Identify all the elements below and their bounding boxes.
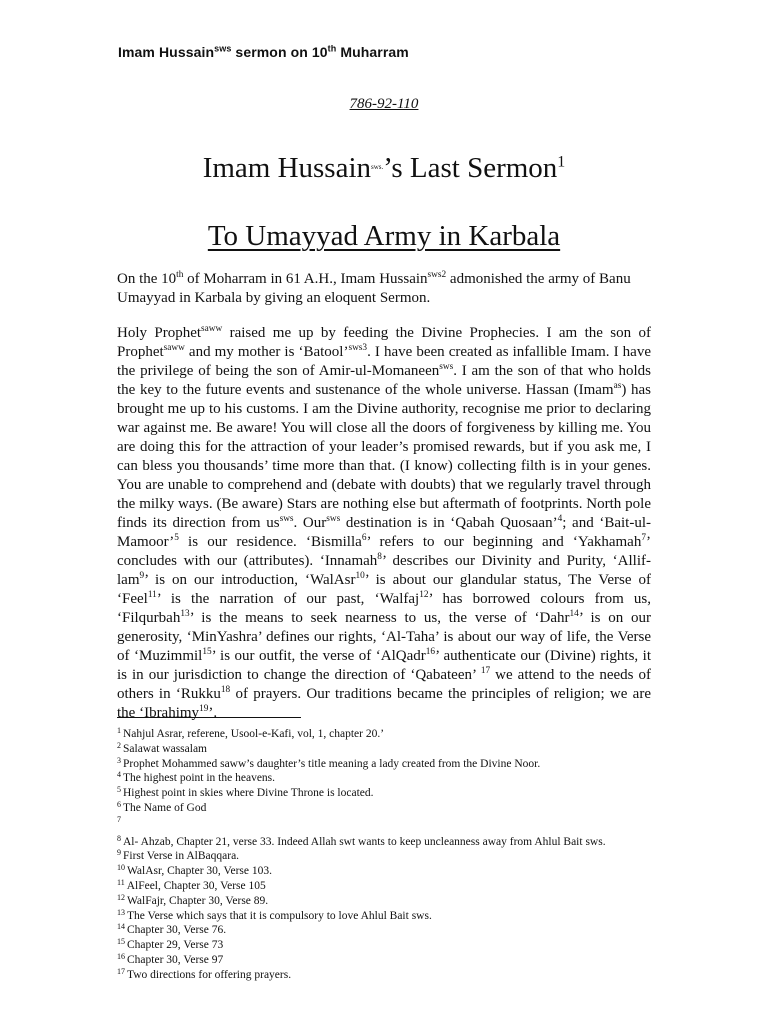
sermon-paragraph: Holy Prophet$^{saww}$ raised me up by feeding the Divine Prophecies. I am the son of Prophet$^{saww}$ and my mother is ‘Batool’$^{sws3}$. I have been created as infallible Imam. I have the privilege of being the son of Amir-ul-Momaneen$^{sws}$. I am the son of that who holds the key to the future events and sustenance of the whole universe. Hassan (Imam$^{as}$) has brought me up to his customs. I am the Divine authority, recognise me prior to declaring war against me. Be aware! You will close all the doors of forgiveness by killing me. You are doing this for the attraction of your leader’s promised rewards, but if you ask me, I can bless you thousands’ time more than that. (I know) collecting filth is in your genes. You are unable to comprehend and (debate with doubts) that we regularly travel through the milky ways. (Be aware) Stars are nothing else but aftermath of footprints. North pole finds its direction from $us^{sws}$. Our$^{sws}$ destination is in ‘Qabah Quosaan’$^4$; and ‘Bait-ul-Mamoor’$^5$ is our residence. ‘Bismilla$^6$’ refers to our beginning and ‘Yakhamah$^7$’ concludes with our (attributes). ‘Innamah$^8$’ describes our Divinity and Purity, ‘Allif-lam$^9$’ is on our introduction, ‘WalAsr$^{10}$’ is about our glandular status, The Verse of ‘Feel$^{11}$’ is the narration of our past, ‘Walfaj$^{12}$’ has borrowed colours from us, ‘Filqurbah$^{13}$’ is the means to seek nearness to us, the verse of ‘Dahr$^{14}$’ is on our generosity, ‘MinYashra’ defines our rights, ‘Al-Taha’ is about our way of life, the Verse of ‘Muzimmil$^{15}$’ is our outfit, the verse of ‘AlQadr$^{16}$’ authenticate our (Divine) rights, it is in our jurisdiction to change the direction of ‘Qabateen’ $^{17}$ we attend to the needs of others in ‘Rukku$^{18}$ of prayers. Our traditions became the principles of religion; we are the ‘Ibrahimy$^{19}$’. [117, 324, 652, 721]
footnote: $^{11}$ AlFeel, Chapter 30, Verse 105 [117, 877, 266, 892]
page-title: Imam Hussain$^{sws.}$’s Last Sermon$^1$ [202, 152, 566, 184]
footnote: $^8$ Al- Ahzab, Chapter 21, verse 33. Indeed Allah swt wants to keep uncleanness away from Ahlul Bait sws. [117, 833, 606, 848]
footnote: $^6$ The Name of God [117, 799, 207, 814]
footnote: $^{17}$ Two directions for offering prayers. [117, 966, 292, 981]
page-subtitle: To Umayyad Army in Karbala [207, 220, 561, 252]
footnotes-list [117, 727, 651, 983]
footnote: $^2$ Salawat wassalam [117, 740, 207, 755]
footnote: $^{15}$ Chapter 29, Verse 73 [117, 937, 224, 952]
footnote: $^3$ Prophet Mohammed saww’s daughter’s title meaning a lady created from the Divine Noor. [117, 755, 541, 770]
footnote: 7 [117, 814, 121, 824]
footnote: $^9$ First Verse in AlBaqqara. [117, 848, 240, 863]
footnote: $^1$ Nahjul Asrar, referene, Usool-e-Kafi, vol, 1, chapter 20.’ [117, 726, 385, 740]
running-header: Imam Hussain$^{sws}$ sermon on 10th Muharram [118, 43, 409, 60]
footnote: $^{10}$ WalAsr, Chapter 30, Verse 103. [117, 863, 272, 878]
footnote: $^{16}$ Chapter 30, Verse 97 [117, 951, 224, 966]
footnote: $^4$ The highest point in the heavens. [117, 770, 276, 785]
footnote: $^5$ Highest point in skies where Divine Throne is located. [117, 785, 374, 800]
footnote-divider [117, 717, 301, 718]
footnote: $^{14}$ Chapter 30, Verse 76. [117, 922, 227, 937]
footnote: $^{13}$ The Verse which says that it is compulsory to love Ahlul Bait sws. [117, 907, 432, 922]
intro-paragraph: On the 10th of Moharram in 61 A.H., Imam Hussain$^{sws2}$ admonished the army of Banu Umayyad in Karbala by giving an eloquent Sermon. [117, 270, 631, 306]
document-code: 786-92-110 [349, 96, 419, 112]
footnote: $^{12}$ WalFajr, Chapter 30, Verse 89. [117, 892, 269, 907]
